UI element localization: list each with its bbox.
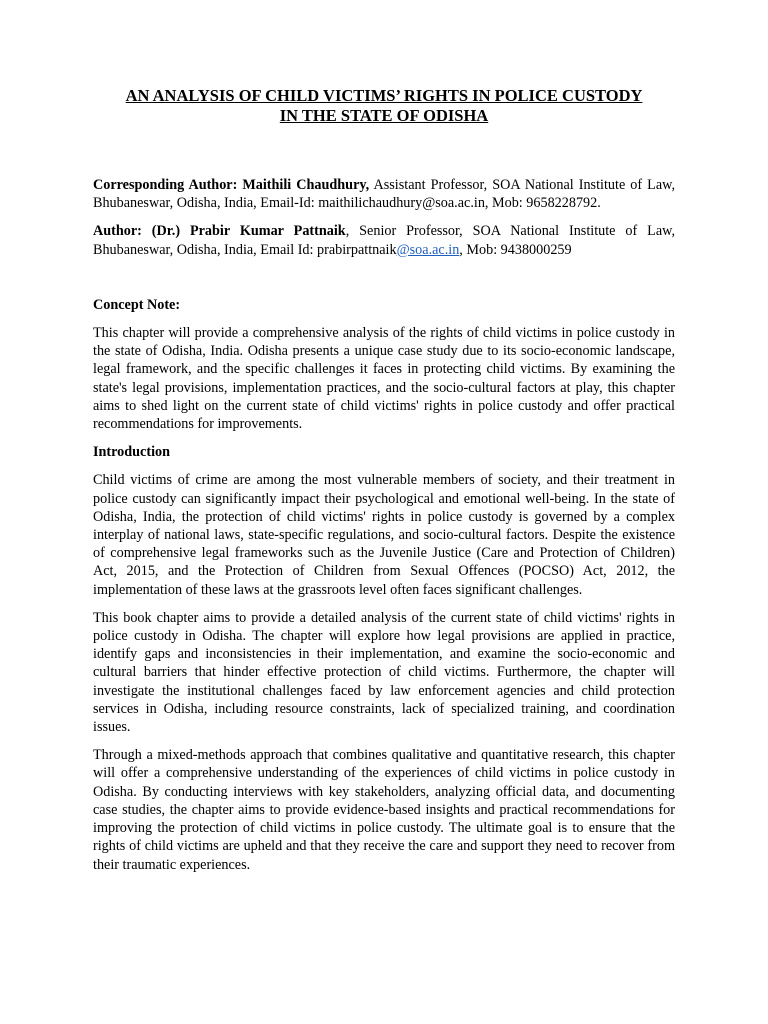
title-line-1: AN ANALYSIS OF CHILD VICTIMS’ RIGHTS IN POLICE CUSTODY xyxy=(125,86,643,105)
document-title xyxy=(93,86,675,126)
concept-note-body: This chapter will provide a comprehensive analysis of the rights of child victims in police custody in the state of Odisha, India. Odisha presents a unique case study due to its socio-economic landscape, legal framework, and the specific challenges it faces in protecting child victims. By examining the state's legal provisions, implementation practices, and the socio-cultural factors at play, this chapter aims to shed light on the current state of child victims' rights in police custody and offer practical recommendations for improvements. xyxy=(93,325,675,433)
concept-note-heading: Concept Note: xyxy=(93,296,181,313)
second-author-mobile: , Mob: 9438000259 xyxy=(459,241,572,258)
author-email-link[interactable]: @soa.ac.in xyxy=(396,241,460,258)
second-author xyxy=(93,222,675,258)
second-author-details: , Senior Professor, SOA National Institute of Law, Bhubaneswar, Odisha, India, Email Id: prabirpattnaik xyxy=(93,223,675,258)
second-author-label: Author: (Dr.) Prabir Kumar Pattnaik xyxy=(93,223,346,240)
document-page xyxy=(93,86,675,874)
introduction-paragraph-2: This book chapter aims to provide a detailed analysis of the current state of child victims' rights in police custody in Odisha. The chapter will explore how legal provisions are applied in practice, identify gaps and inconsistencies in their implementation, and examine the socio-economic and cultural barriers that hinder effective protection of child victims. Furthermore, the chapter will investigate the institutional challenges faced by law enforcement agencies and child protection services in Odisha, including resource constraints, lack of specialized training, and coordination issues. xyxy=(93,609,675,736)
introduction-paragraph-1: Child victims of crime are among the most vulnerable members of society, and their treatment in police custody can significantly impact their psychological and emotional well-being. In the state of Odisha, India, the protection of child victims' rights in police custody is governed by a complex interplay of national laws, state-specific regulations, and socio-cultural factors. Despite the existence of comprehensive legal frameworks such as the Juvenile Justice (Care and Protection of Children) Act, 2015, and the Protection of Children from Sexual Offences (POCSO) Act, 2012, the implementation of these laws at the grassroots level often faces significant challenges. xyxy=(93,472,675,598)
corresponding-author-details: Assistant Professor, SOA National Institute of Law, Bhubaneswar, Odisha, India, Email-Id: maithilichaudhury@soa.ac.in, Mob: 9658228792. xyxy=(93,177,675,212)
introduction-paragraph-3: Through a mixed-methods approach that combines qualitative and quantitative research, this chapter will offer a comprehensive understanding of the experiences of child victims in police custody in Odisha. By conducting interviews with key stakeholders, analyzing official data, and documenting case studies, the chapter aims to provide evidence-based insights and practical recommendations for improving the protection of child victims in police custody. The ultimate goal is to ensure that the rights of child victims are upheld and that they receive the care and support they need to recover from their traumatic experiences. xyxy=(93,747,675,873)
introduction-heading: Introduction xyxy=(93,444,170,461)
corresponding-author xyxy=(93,176,675,212)
corresponding-author-label: Corresponding Author: Maithili Chaudhury, xyxy=(93,177,370,193)
title-line-2: IN THE STATE OF ODISHA xyxy=(279,106,489,125)
